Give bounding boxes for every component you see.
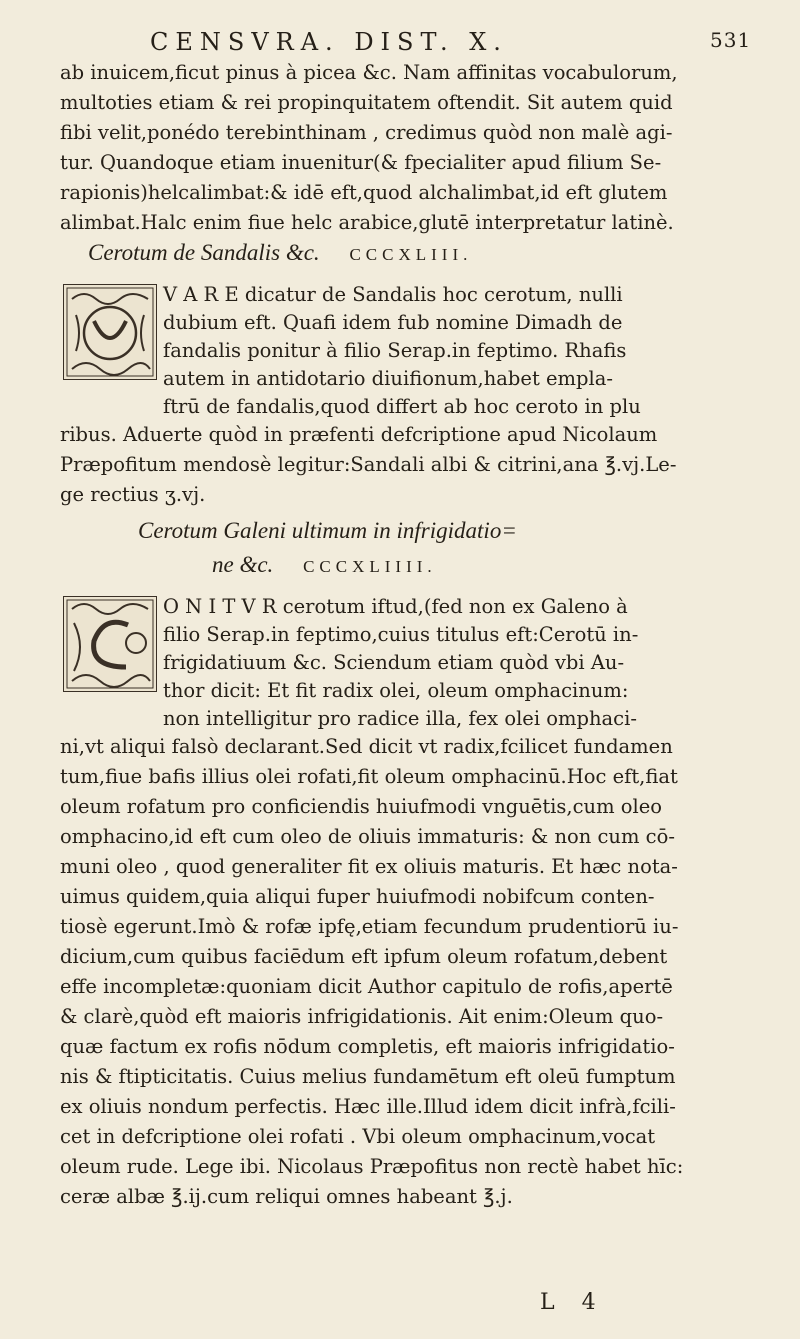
text-line: cet in defcriptione olei rofati . Vbi oleum omphacinum,vocat: [60, 1125, 656, 1148]
section-heading: [138, 518, 517, 544]
text-line: Præpofitum mendosè legitur:Sandali albi & citrini,ana ℥.vj.Le-: [60, 453, 677, 476]
text-line: ex oliuis nondum perfectis. Hæc ille.Illud idem dicit infrà,fcili-: [60, 1095, 676, 1118]
text-line: non intelligitur pro radice illa, fex olei omphaci-: [163, 707, 637, 730]
text-line: quæ factum ex rofis nōdum completis, eft maioris infrigidatio-: [60, 1035, 675, 1058]
text-line: frigidatiuum &c. Sciendum etiam quòd vbi Au-: [163, 651, 625, 674]
text-line: ribus. Aduerte quòd in præfenti defcriptione apud Nicolaum: [60, 423, 658, 446]
text-line: oleum rofatum pro conficiendis huiufmodi vnguētis,cum oleo: [60, 795, 663, 818]
signature-mark: L 4: [540, 1290, 606, 1315]
text-line: & clarè,quòd eft maioris infrigidationis. Ait enim:Oleum quo-: [60, 1005, 664, 1028]
text-line: fibi velit,ponédo terebinthinam , credimus quòd non malè agi-: [60, 121, 673, 144]
running-title: CENSVRA. DIST. X.: [150, 28, 508, 56]
section-title: Cerotum de Sandalis &c.: [88, 240, 320, 265]
text-line: ceræ albæ ℥.ij.cum reliqui omnes habeant ℥.j.: [60, 1185, 513, 1208]
text-line: muni oleo , quod generaliter fit ex oliuis maturis. Et hæc nota-: [60, 855, 678, 878]
section-heading-continued: [212, 552, 437, 578]
text-line: uimus quidem,quia aliqui fuper huiufmodi nobifcum conten-: [60, 885, 655, 908]
text-line: filio Serap.in feptimo,cuius titulus eft:Cerotū in-: [163, 623, 639, 646]
section-title-continued: ne &c.: [212, 552, 274, 577]
running-header: [150, 28, 770, 58]
section-title: Cerotum Galeni ultimum in infrigidatio=: [138, 518, 517, 543]
section-number: CCCXLIII.: [349, 245, 473, 264]
text-line: nis & ftipticitatis. Cuius melius fundamētum eft oleū fumptum: [60, 1065, 676, 1088]
text-line: ftrū de fandalis,quod differt ab hoc ceroto in plu: [163, 395, 641, 418]
decorated-initial: [63, 284, 157, 380]
text-line: autem in antidotario diuifionum,habet empla-: [163, 367, 613, 390]
text-line: tum,fiue bafis illius olei rofati,fit oleum omphacinū.Hoc eft,fiat: [60, 765, 678, 788]
text-line: ab inuicem,ficut pinus à picea &c. Nam affinitas vocabulorum,: [60, 61, 678, 84]
text-line: rapionis)helcalimbat:& idē eft,quod alchalimbat,id eft glutem: [60, 181, 668, 204]
text-line: tur. Quandoque etiam inuenitur(& fpecialiter apud filium Se-: [60, 151, 662, 174]
text-line: dicium,cum quibus faciēdum eft ipfum oleum rofatum,debent: [60, 945, 668, 968]
ornament-icon: [64, 597, 156, 691]
text-line: oleum rude. Lege ibi. Nicolaus Præpofitus non rectè habet hīc:: [60, 1155, 684, 1178]
text-line: alimbat.Halc enim fiue helc arabice,glutē interpretatur latinè.: [60, 211, 674, 234]
page-number: 531: [710, 28, 752, 52]
text-line: O N I T V R cerotum iftud,(fed non ex Galeno à: [163, 595, 628, 618]
text-line: thor dicit: Et fit radix olei, oleum omphacinum:: [163, 679, 629, 702]
decorated-initial: [63, 596, 157, 692]
section-heading: [88, 240, 472, 266]
text-line: ge rectius ʒ.vj.: [60, 483, 206, 506]
ornament-icon: [64, 285, 156, 379]
text-line: effe incompletæ:quoniam dicit Author capitulo de rofis,apertē: [60, 975, 673, 998]
text-line: multoties etiam & rei propinquitatem oftendit. Sit autem quid: [60, 91, 673, 114]
text-line: ni,vt aliqui falsò declarant.Sed dicit vt radix,fcilicet fundamen: [60, 735, 673, 758]
section-number: CCCXLIIII.: [303, 557, 437, 576]
text-line: fandalis ponitur à filio Serap.in feptimo. Rhafis: [163, 339, 627, 362]
text-line: omphacino,id eft cum oleo de oliuis immaturis: & non cum cō-: [60, 825, 675, 848]
text-line: V A R E dicatur de Sandalis hoc cerotum, nulli: [163, 283, 623, 306]
text-line: tiosè egerunt.Imò & rofæ ipfę,etiam fecundum prudentiorū iu-: [60, 915, 679, 938]
text-line: dubium eft. Quafi idem fub nomine Dimadh de: [163, 311, 623, 334]
